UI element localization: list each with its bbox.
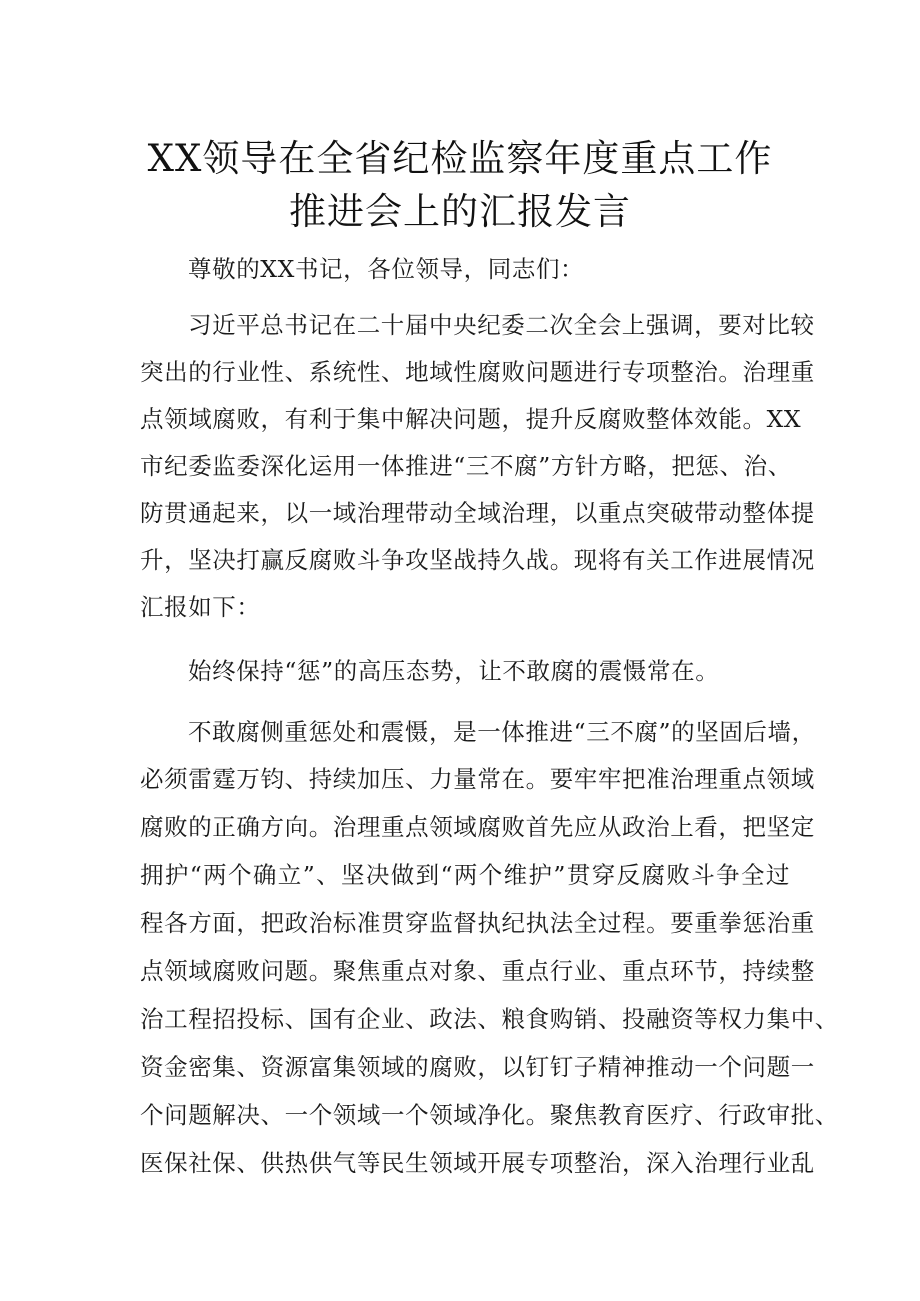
document-title-line-1: XX领导在全省纪检监察年度重点工作 [147, 137, 773, 180]
salutation: 尊敬的XX书记，各位领导，同志们： [188, 255, 585, 283]
paragraph-1-line: 习近平总书记在二十届中央纪委二次全会上强调，要对比较 [188, 311, 815, 339]
paragraph-2-line: 医保社保、供热供气等民生领域开展专项整治，深入治理行业乱 [140, 1149, 815, 1177]
paragraph-2-line: 程各方面，把政治标准贯穿监督执纪执法全过程。要重拳惩治重 [140, 909, 815, 937]
paragraph-2-line: 资金密集、资源富集领域的腐败，以钉钉子精神推动一个问题一 [140, 1053, 815, 1081]
paragraph-2-line: 不敢腐侧重惩处和震慑，是一体推进“三不腐”的坚固后墙， [188, 718, 816, 746]
paragraph-1-line: 升，坚决打赢反腐败斗争攻坚战持久战。现将有关工作进展情况 [140, 546, 815, 574]
paragraph-2-line: 点领域腐败问题。聚焦重点对象、重点行业、重点环节，持续整 [140, 957, 815, 985]
paragraph-2-line: 个问题解决、一个领域一个领域净化。聚焦教育医疗、行政审批、 [140, 1101, 839, 1129]
paragraph-2-line: 必须雷霆万钧、持续加压、力量常在。要牢牢把准治理重点领域 [140, 765, 815, 793]
paragraph-1-line: 点领域腐败，有利于集中解决问题，提升反腐败整体效能。XX [140, 405, 802, 433]
paragraph-2-line: 拥护“两个确立”、坚决做到“两个维护”贯穿反腐败斗争全过 [140, 861, 790, 889]
paragraph-2-line: 治工程招投标、国有企业、政法、粮食购销、投融资等权力集中、 [140, 1005, 839, 1033]
paragraph-1-line: 突出的行业性、系统性、地域性腐败问题进行专项整治。治理重 [140, 358, 815, 386]
document-title-line-2: 推进会上的汇报发言 [289, 190, 631, 233]
paragraph-1-line: 市纪委监委深化运用一体推进“三不腐”方针方略，把惩、治、 [140, 452, 792, 480]
paragraph-1-line: 防贯通起来，以一域治理带动全域治理，以重点突破带动整体提 [140, 499, 815, 527]
paragraph-2-line: 腐败的正确方向。治理重点领域腐败首先应从政治上看，把坚定 [140, 813, 815, 841]
paragraph-1-line: 汇报如下： [140, 593, 261, 621]
section-heading: 始终保持“惩”的高压态势，让不敢腐的震慑常在。 [188, 657, 720, 685]
